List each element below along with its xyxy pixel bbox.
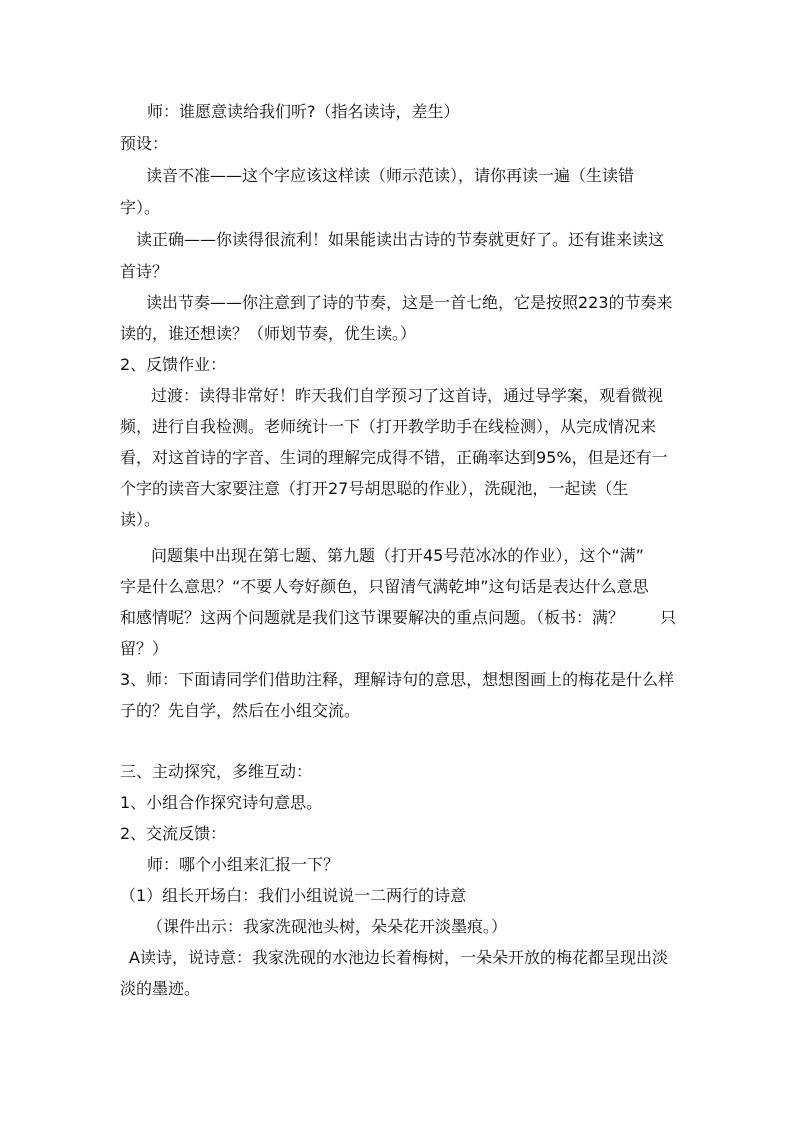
text-line-17: 和感情呢？这两个问题就是我们这节课要解决的重点问题。（板书：满？	[120, 608, 625, 627]
text-line-24: 师：哪个小组来汇报一下？	[147, 855, 340, 874]
text-line-16: 字是什么意思？“不要人夸好颜色，只留清气满乾坤”这句话是表达什么意思	[120, 577, 649, 596]
text-line-20: 子的？先自学，然后在小组交流。	[120, 701, 361, 720]
text-line-2: 预设：	[120, 134, 169, 153]
text-line-23: 2、交流反馈：	[120, 824, 227, 843]
text-line-15: 问题集中出现在第七题、第九题（打开45号范冰冰的作业），这个“满”	[151, 546, 644, 565]
text-line-17-right: 只	[660, 608, 677, 627]
text-line-3: 读音不准——这个字应该这样读（师示范读），请你再读一遍（生读错	[146, 166, 635, 185]
text-line-6: 首诗？	[120, 262, 169, 281]
text-line-13: 个字的读音大家要注意（打开27号胡思聪的作业），洗砚池，一起读（生	[120, 479, 629, 498]
text-line-25: （1）组长开场白：我们小组说说一二两行的诗意	[120, 886, 467, 905]
text-line-28: 淡的墨迹。	[120, 979, 201, 998]
text-line-11: 频，进行自我检测。老师统计一下（打开教学助手在线检测），从完成情况来	[120, 417, 657, 436]
text-line-27: A读诗，说诗意：我家洗砚的水池边长着梅树，一朵朵开放的梅花都呈现出淡	[129, 948, 668, 967]
text-line-5: 读正确——你读得很流利！如果能读出古诗的节奏就更好了。还有谁来读这	[136, 230, 665, 249]
text-line-19: 3、师：下面请同学们借助注释，理解诗句的意思，想想图画上的梅花是什么样	[120, 670, 675, 689]
text-line-1: 师：谁愿意读给我们听?（指名读诗，差生）	[147, 102, 460, 121]
text-line-26: （课件出示：我家洗砚池头树，朵朵花开淡墨痕。）	[147, 917, 508, 936]
text-line-7: 读出节奏——你注意到了诗的节奏，这是一首七绝，它是按照223的节奏来	[146, 293, 673, 312]
text-line-22: 1、小组合作探究诗句意思。	[120, 793, 323, 812]
section-heading-3: 三、主动探究，多维互动：	[120, 762, 313, 781]
text-line-10: 过渡：读得非常好！昨天我们自学预习了这首诗，通过导学案，观看微视	[151, 386, 664, 405]
text-line-14: 读）。	[120, 510, 161, 529]
section-heading-2: 2、反馈作业：	[120, 355, 227, 374]
text-line-4: 字）。	[120, 198, 161, 217]
text-line-18: 留？）	[120, 639, 169, 658]
text-line-12: 看，对这首诗的字音、生词的理解完成得不错，正确率达到95%，但是还有一	[120, 448, 668, 467]
text-line-8: 读的，谁还想读？（师划节奏，优生读。）	[120, 324, 417, 343]
